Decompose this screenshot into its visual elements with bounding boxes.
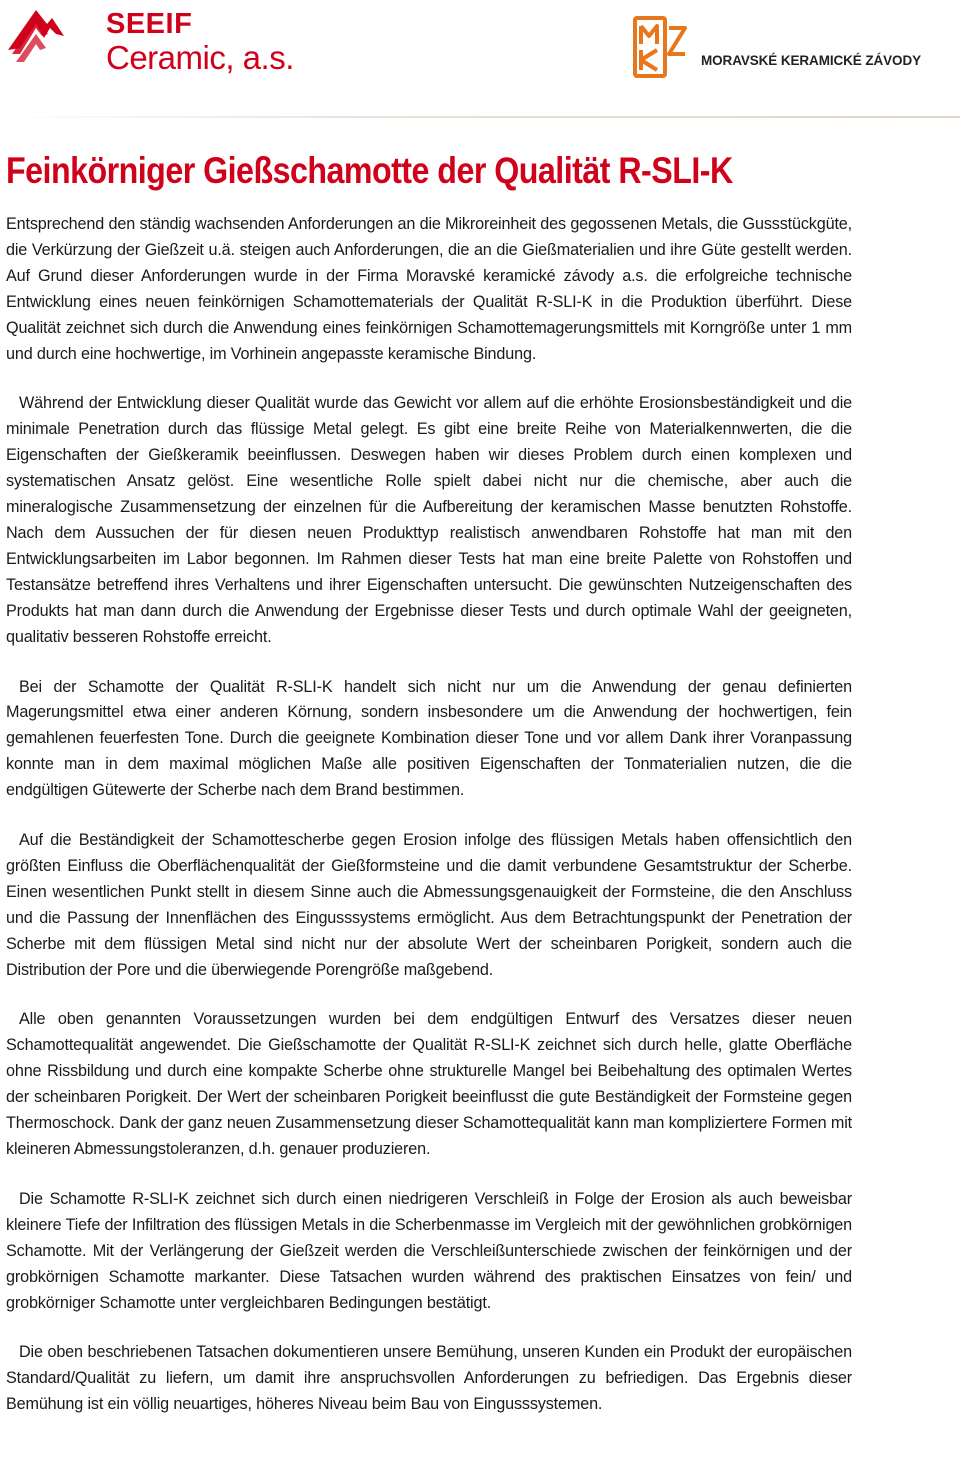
brand-name-line2: Ceramic, a.s. [106,39,294,76]
mkz-logo-icon [633,14,691,79]
paragraph: Die Schamotte R-SLI-K zeichnet sich durch einen niedrigeren Verschleiß in Folge der Erosion als auch beweisbar kleinere Tiefe der Infiltration des flüssigen Metals in die Scherbenmasse im Vergleich mit der gewöhnlichen grobkörnigen Schamotte. Mit der Verlängerung der Gießzeit werden die Verschleißunterschiede zwischen der feinkörnigen und der grobkörnigen Schamotte markanter. Diese Tatsachen wurden während des praktischen Einsatzes von fein/ und grobkörniger Schamotte unter vergleichbaren Bedingungen bestätigt. [6,1189,852,1312]
paragraph: Alle oben genannten Voraussetzungen wurden bei dem endgültigen Entwurf des Versatzes dieser neuen Schamottequalität angewendet. Die Gießschamotte der Qualität R-SLI-K zeichnet sich durch helle, glatte Oberfläche ohne Rissbildung und durch eine kompakte Scherbe ohne strukturelle Mangel bei Beibehaltung des optimalen Wertes der scheinbaren Porigkeit. Der Wert der scheinbaren Porigkeit beeinflusst die gute Beständigkeit der Formsteine gegen Thermoschock. Dank der ganz neuen Zusammensetzung dieser Schamottequalität kann man kompliziertere Formen mit kleineren Abmessungstoleranzen, d.h. genauer produzieren. [6,1010,852,1158]
page-header [0,0,960,115]
paragraph: Bei der Schamotte der Qualität R-SLI-K handelt sich nicht nur um die Anwendung der genau definierten Magerungsmittel etwa einer anderen Körnung, sondern insbesondere um die Anwendung der hochwertigen, fein gemahlenen feuerfesten Tone. Durch die geeignete Kombination dieser Tone und vor allem Dank ihrer Voranpassung konnte man in dem maximal möglichen Maße alle positiven Eigenschaften der Tonmaterialien nutzen, die die endgültigen Gütewerte der Scherbe nach dem Brand bestimmen. [6,677,852,800]
page-title: Feinkörniger Gießschamotte der Qualität R-SLI-K [6,150,733,191]
mkz-brand-name: MORAVSKÉ KERAMICKÉ ZÁVODY [701,53,922,68]
seeif-mountain-logo-icon [6,4,66,70]
paragraph: Auf die Beständigkeit der Schamottescherbe gegen Erosion infolge des flüssigen Metals haben offensichtlich den größten Einfluss die Oberflächenqualität der Gießformsteine und die damit verbundene Gesamtstruktur der Scherbe. Einen wesentlichen Punkt stellt in diesem Sinne auch die Abmessungsgenauigkeit der Formsteine, die den Anschluss und die Passung der Innenflächen des Eingusssystems ermöglicht. Aus dem Betrachtungspunkt der Penetration der Scherbe mit dem flüssigen Metal sind nicht nur der absolute Wert der scheinbaren Porigkeit, sondern auch die Distribution der Pore und die überwiegende Porengröße maßgebend. [6,831,852,979]
body-text [6,212,852,1442]
header-divider [0,116,960,118]
seeif-brand [106,10,294,74]
paragraph: Die oben beschriebenen Tatsachen dokumentieren unsere Bemühung, unseren Kunden ein Produkt der europäischen Standard/Qualität zu liefern, um damit ihre anspruchsvollen Anforderungen zu befriedigen. Das Ergebnis dieser Bemühung ist ein völlig neuartiges, höheres Niveau beim Bau von Eingusssystemen. [6,1343,852,1414]
brand-name-line1: SEEIF [106,8,193,40]
paragraph: Entsprechend den ständig wachsenden Anforderungen an die Mikroreinheit des gegossenen Metals, die Gussstückgüte, die Verkürzung der Gießzeit u.ä. steigen auch Anforderungen, die an die Gießmaterialien und ihre Güte gestellt werden. Auf Grund dieser Anforderungen wurde in der Firma Moravské keramické závody a.s. die erfolgreiche technische Entwicklung eines neuen feinkörnigen Schamottematerials der Qualität R-SLI-K in die Produktion überführt. Diese Qualität zeichnet sich durch die Anwendung eines feinkörnigen Schamottemagerungsmittels mit Korngröße unter 1 mm und durch eine hochwertige, im Vorhinein angepasste keramische Bindung. [6,215,852,363]
paragraph: Während der Entwicklung dieser Qualität wurde das Gewicht vor allem auf die erhöhte Erosionsbeständigkeit und die minimale Penetration durch das flüssige Metal gelegt. Es gibt eine breite Reihe von Materialkennwerten, die die Eigenschaften der Gießkeramik beeinflussen. Deswegen haben wir dieses Problem durch einen komplexen und systematischen Ansatz gelöst. Eine wesentliche Rolle spielt dabei nicht nur die chemische, aber auch die mineralogische Zusammensetzung der einzelnen für die Aufbereitung der keramischen Masse benutzten Rohstoffe. Nach dem Aussuchen der für diesen neuen Produkttyp realistisch anwendbaren Rohstoffe hat man mit den Entwicklungsarbeiten im Labor begonnen. Im Rahmen dieser Tests hat man eine breite Palette von Rohstoffen und Testansätze betreffend ihres Verhaltens und ihrer Eigenschaften untersucht. Die gewünschten Nutzeigenschaften des Produkts hat man dann durch die Anwendung der Ergebnisse dieser Tests und durch optimale Wahl der geeigneten, qualitativ besseren Rohstoffe erreicht. [6,394,852,646]
